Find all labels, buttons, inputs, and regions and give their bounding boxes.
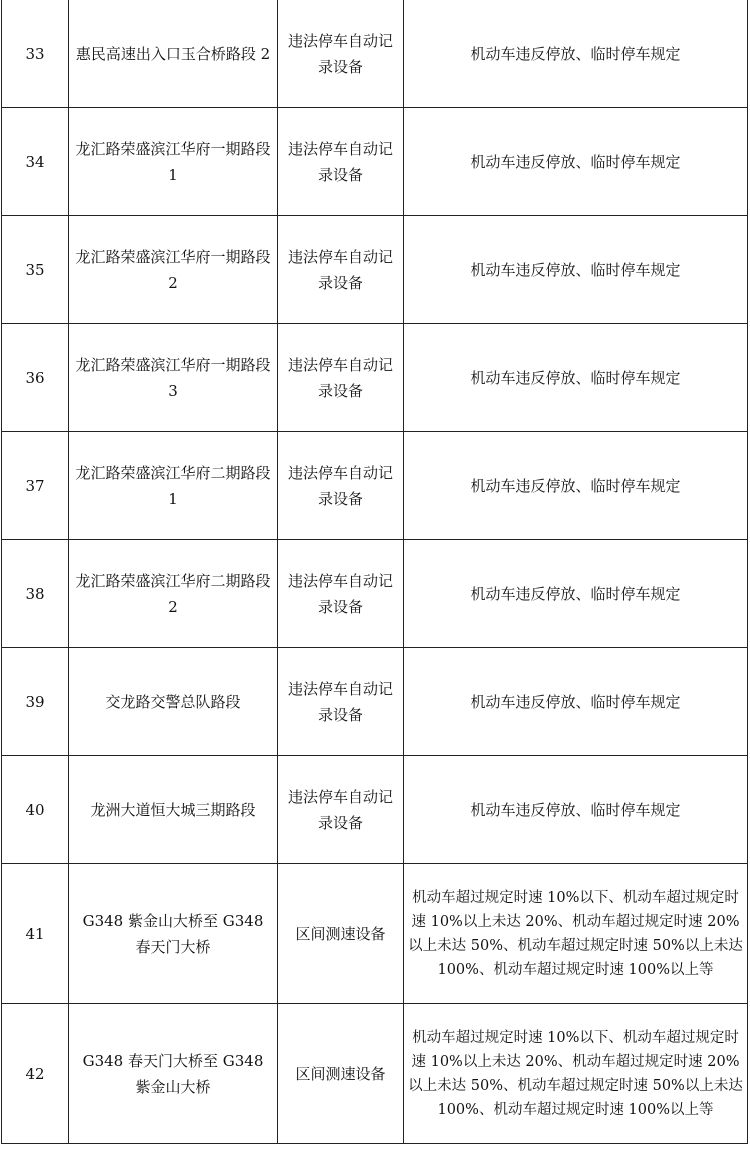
device-type-cell: 违法停车自动记录设备 — [278, 0, 404, 108]
device-type-cell: 违法停车自动记录设备 — [278, 324, 404, 432]
device-list-table — [1, 0, 748, 1144]
violation-cell: 机动车违反停放、临时停车规定 — [404, 756, 748, 864]
location-cell: 龙汇路荣盛滨江华府二期路段 1 — [69, 432, 278, 540]
location-cell: G348 紫金山大桥至 G348 春天门大桥 — [69, 864, 278, 1004]
row-number: 41 — [2, 864, 69, 1004]
table-row — [2, 756, 748, 864]
row-number: 36 — [2, 324, 69, 432]
table-row — [2, 648, 748, 756]
row-number: 35 — [2, 216, 69, 324]
location-cell: 龙汇路荣盛滨江华府二期路段 2 — [69, 540, 278, 648]
violation-cell: 机动车违反停放、临时停车规定 — [404, 648, 748, 756]
violation-cell: 机动车超过规定时速 10%以下、机动车超过规定时速 10%以上未达 20%、机动车超过规定时速 20%以上未达 50%、机动车超过规定时速 50%以上未达 100%、机动车超过规定时速 100%以上等 — [404, 1004, 748, 1144]
violation-cell: 机动车超过规定时速 10%以下、机动车超过规定时速 10%以上未达 20%、机动车超过规定时速 20%以上未达 50%、机动车超过规定时速 50%以上未达 100%、机动车超过规定时速 100%以上等 — [404, 864, 748, 1004]
location-cell: G348 春天门大桥至 G348 紫金山大桥 — [69, 1004, 278, 1144]
device-type-cell: 违法停车自动记录设备 — [278, 540, 404, 648]
violation-cell: 机动车违反停放、临时停车规定 — [404, 0, 748, 108]
table-row — [2, 864, 748, 1004]
location-cell: 龙汇路荣盛滨江华府一期路段 3 — [69, 324, 278, 432]
location-cell: 龙洲大道恒大城三期路段 — [69, 756, 278, 864]
device-type-cell: 违法停车自动记录设备 — [278, 108, 404, 216]
row-number: 37 — [2, 432, 69, 540]
location-cell: 龙汇路荣盛滨江华府一期路段 1 — [69, 108, 278, 216]
table-row — [2, 324, 748, 432]
table-row — [2, 108, 748, 216]
row-number: 33 — [2, 0, 69, 108]
row-number: 42 — [2, 1004, 69, 1144]
table-row — [2, 1004, 748, 1144]
row-number: 39 — [2, 648, 69, 756]
table-row — [2, 216, 748, 324]
table-row — [2, 0, 748, 108]
device-type-cell: 违法停车自动记录设备 — [278, 756, 404, 864]
device-type-cell: 违法停车自动记录设备 — [278, 432, 404, 540]
device-type-cell: 违法停车自动记录设备 — [278, 216, 404, 324]
violation-cell: 机动车违反停放、临时停车规定 — [404, 540, 748, 648]
violation-cell: 机动车违反停放、临时停车规定 — [404, 108, 748, 216]
violation-cell: 机动车违反停放、临时停车规定 — [404, 324, 748, 432]
location-cell: 惠民高速出入口玉合桥路段 2 — [69, 0, 278, 108]
device-type-cell: 区间测速设备 — [278, 1004, 404, 1144]
table-row — [2, 432, 748, 540]
device-type-cell: 区间测速设备 — [278, 864, 404, 1004]
table-row — [2, 540, 748, 648]
row-number: 38 — [2, 540, 69, 648]
violation-cell: 机动车违反停放、临时停车规定 — [404, 216, 748, 324]
device-type-cell: 违法停车自动记录设备 — [278, 648, 404, 756]
location-cell: 龙汇路荣盛滨江华府一期路段 2 — [69, 216, 278, 324]
row-number: 34 — [2, 108, 69, 216]
location-cell: 交龙路交警总队路段 — [69, 648, 278, 756]
violation-cell: 机动车违反停放、临时停车规定 — [404, 432, 748, 540]
row-number: 40 — [2, 756, 69, 864]
